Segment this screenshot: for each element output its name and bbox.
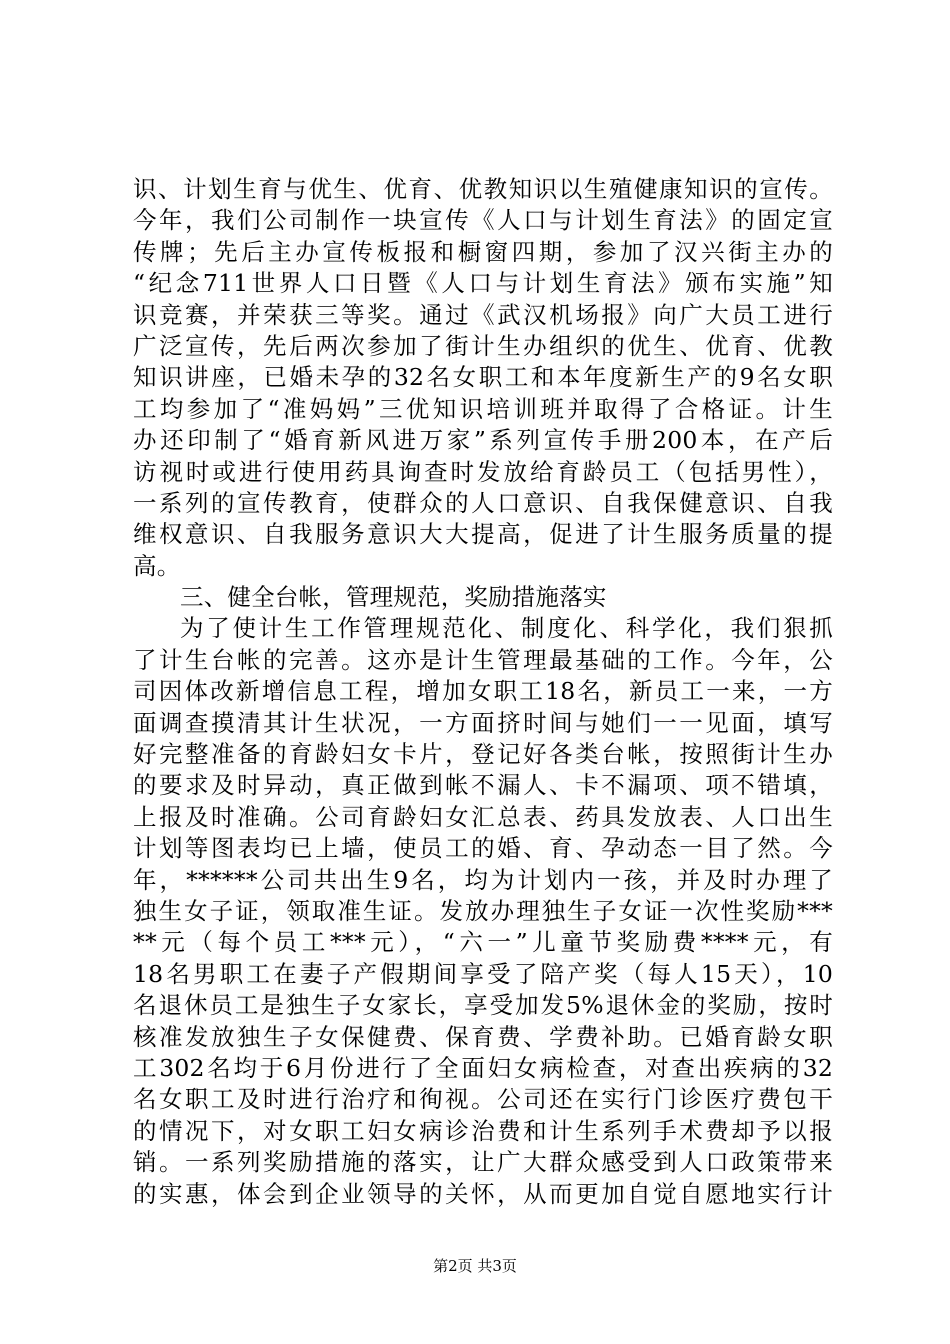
text-line: 高。 (133, 551, 181, 580)
text-line: 上报及时准确。公司育龄妇女汇总表、药具发放表、人口出生 (133, 802, 833, 831)
text-line: 名女职工及时进行治疗和徇视。公司还在实行门诊医疗费包干 (133, 1085, 833, 1114)
text-line: 核准发放独生子女保健费、保育费、学费补助。已婚育龄女职 (133, 1022, 833, 1051)
text-line: 维权意识、自我服务意识大大提高，促进了计生服务质量的提 (133, 520, 833, 549)
text-line: 知识讲座，已婚未孕的32名女职工和本年度新生产的9名女职 (133, 363, 833, 392)
text-line: 工均参加了“准妈妈”三优知识培训班并取得了合格证。计生 (133, 394, 833, 423)
text-line: 销。一系列奖励措施的落实，让广大群众感受到人口政策带来 (133, 1148, 833, 1177)
text-line: 的实惠，体会到企业领导的关怀，从而更加自觉自愿地实行计 (133, 1179, 833, 1208)
document-body (133, 174, 833, 1210)
text-line: 办还印制了“婚育新风进万家”系列宣传手册200本，在产后 (133, 426, 833, 455)
text-line: 工302名均于6月份进行了全面妇女病检查，对查出疾病的32 (133, 1053, 833, 1082)
text-line: 一系列的宣传教育，使群众的人口意识、自我保健意识、自我 (133, 488, 833, 517)
text-line: 传牌；先后主办宣传板报和橱窗四期，参加了汉兴街主办的 (133, 237, 833, 266)
text-line: 识、计划生育与优生、优育、优教知识以生殖健康知识的宣传。 (133, 175, 833, 203)
text-line: 为了使计生工作管理规范化、制度化、科学化，我们狠抓 (180, 614, 833, 643)
page-footer: 第2页 共3页 (433, 1257, 517, 1275)
text-line: 18名男职工在妻子产假期间享受了陪产奖（每人15天），10 (133, 959, 833, 988)
text-line: 访视时或进行使用药具询查时发放给育龄员工（包括男性）， (133, 457, 833, 486)
text-line: 了计生台帐的完善。这亦是计生管理最基础的工作。今年，公 (133, 645, 833, 674)
section-heading: 三、健全台帐，管理规范，奖励措施落实 (180, 583, 607, 612)
text-line: 面调查摸清其计生状况，一方面挤时间与她们一一见面，填写 (133, 708, 833, 737)
text-line: 的要求及时异动，真正做到帐不漏人、卡不漏项、项不错填， (133, 771, 833, 800)
text-line: 计划等图表均已上墙，使员工的婚、育、孕动态一目了然。今 (133, 834, 833, 863)
text-line: 司因体改新增信息工程，增加女职工18名，新员工一来，一方 (133, 677, 833, 706)
text-line: 的情况下，对女职工妇女病诊治费和计生系列手术费却予以报 (133, 1116, 833, 1145)
text-line: 名退休员工是独生子女家长，享受加发5%退休金的奖励，按时 (133, 991, 833, 1020)
text-line: 年，******公司共出生9名，均为计划内一孩，并及时办理了 (133, 865, 833, 894)
text-line: 今年，我们公司制作一块宣传《人口与计划生育法》的固定宣 (133, 206, 833, 235)
text-line: “纪念711世界人口日暨《人口与计划生育法》颁布实施”知 (133, 269, 833, 298)
text-line: **元（每个员工***元），“六一”儿童节奖励费****元，有 (133, 928, 833, 957)
text-line: 识竞赛，并荣获三等奖。通过《武汉机场报》向广大员工进行 (133, 300, 833, 329)
text-line: 独生女子证，领取准生证。发放办理独生子女证一次性奖励*** (133, 896, 833, 925)
text-line: 好完整准备的育龄妇女卡片，登记好各类台帐，按照街计生办 (133, 740, 833, 769)
text-line: 广泛宣传，先后两次参加了街计生办组织的优生、优育、优教 (133, 331, 833, 360)
